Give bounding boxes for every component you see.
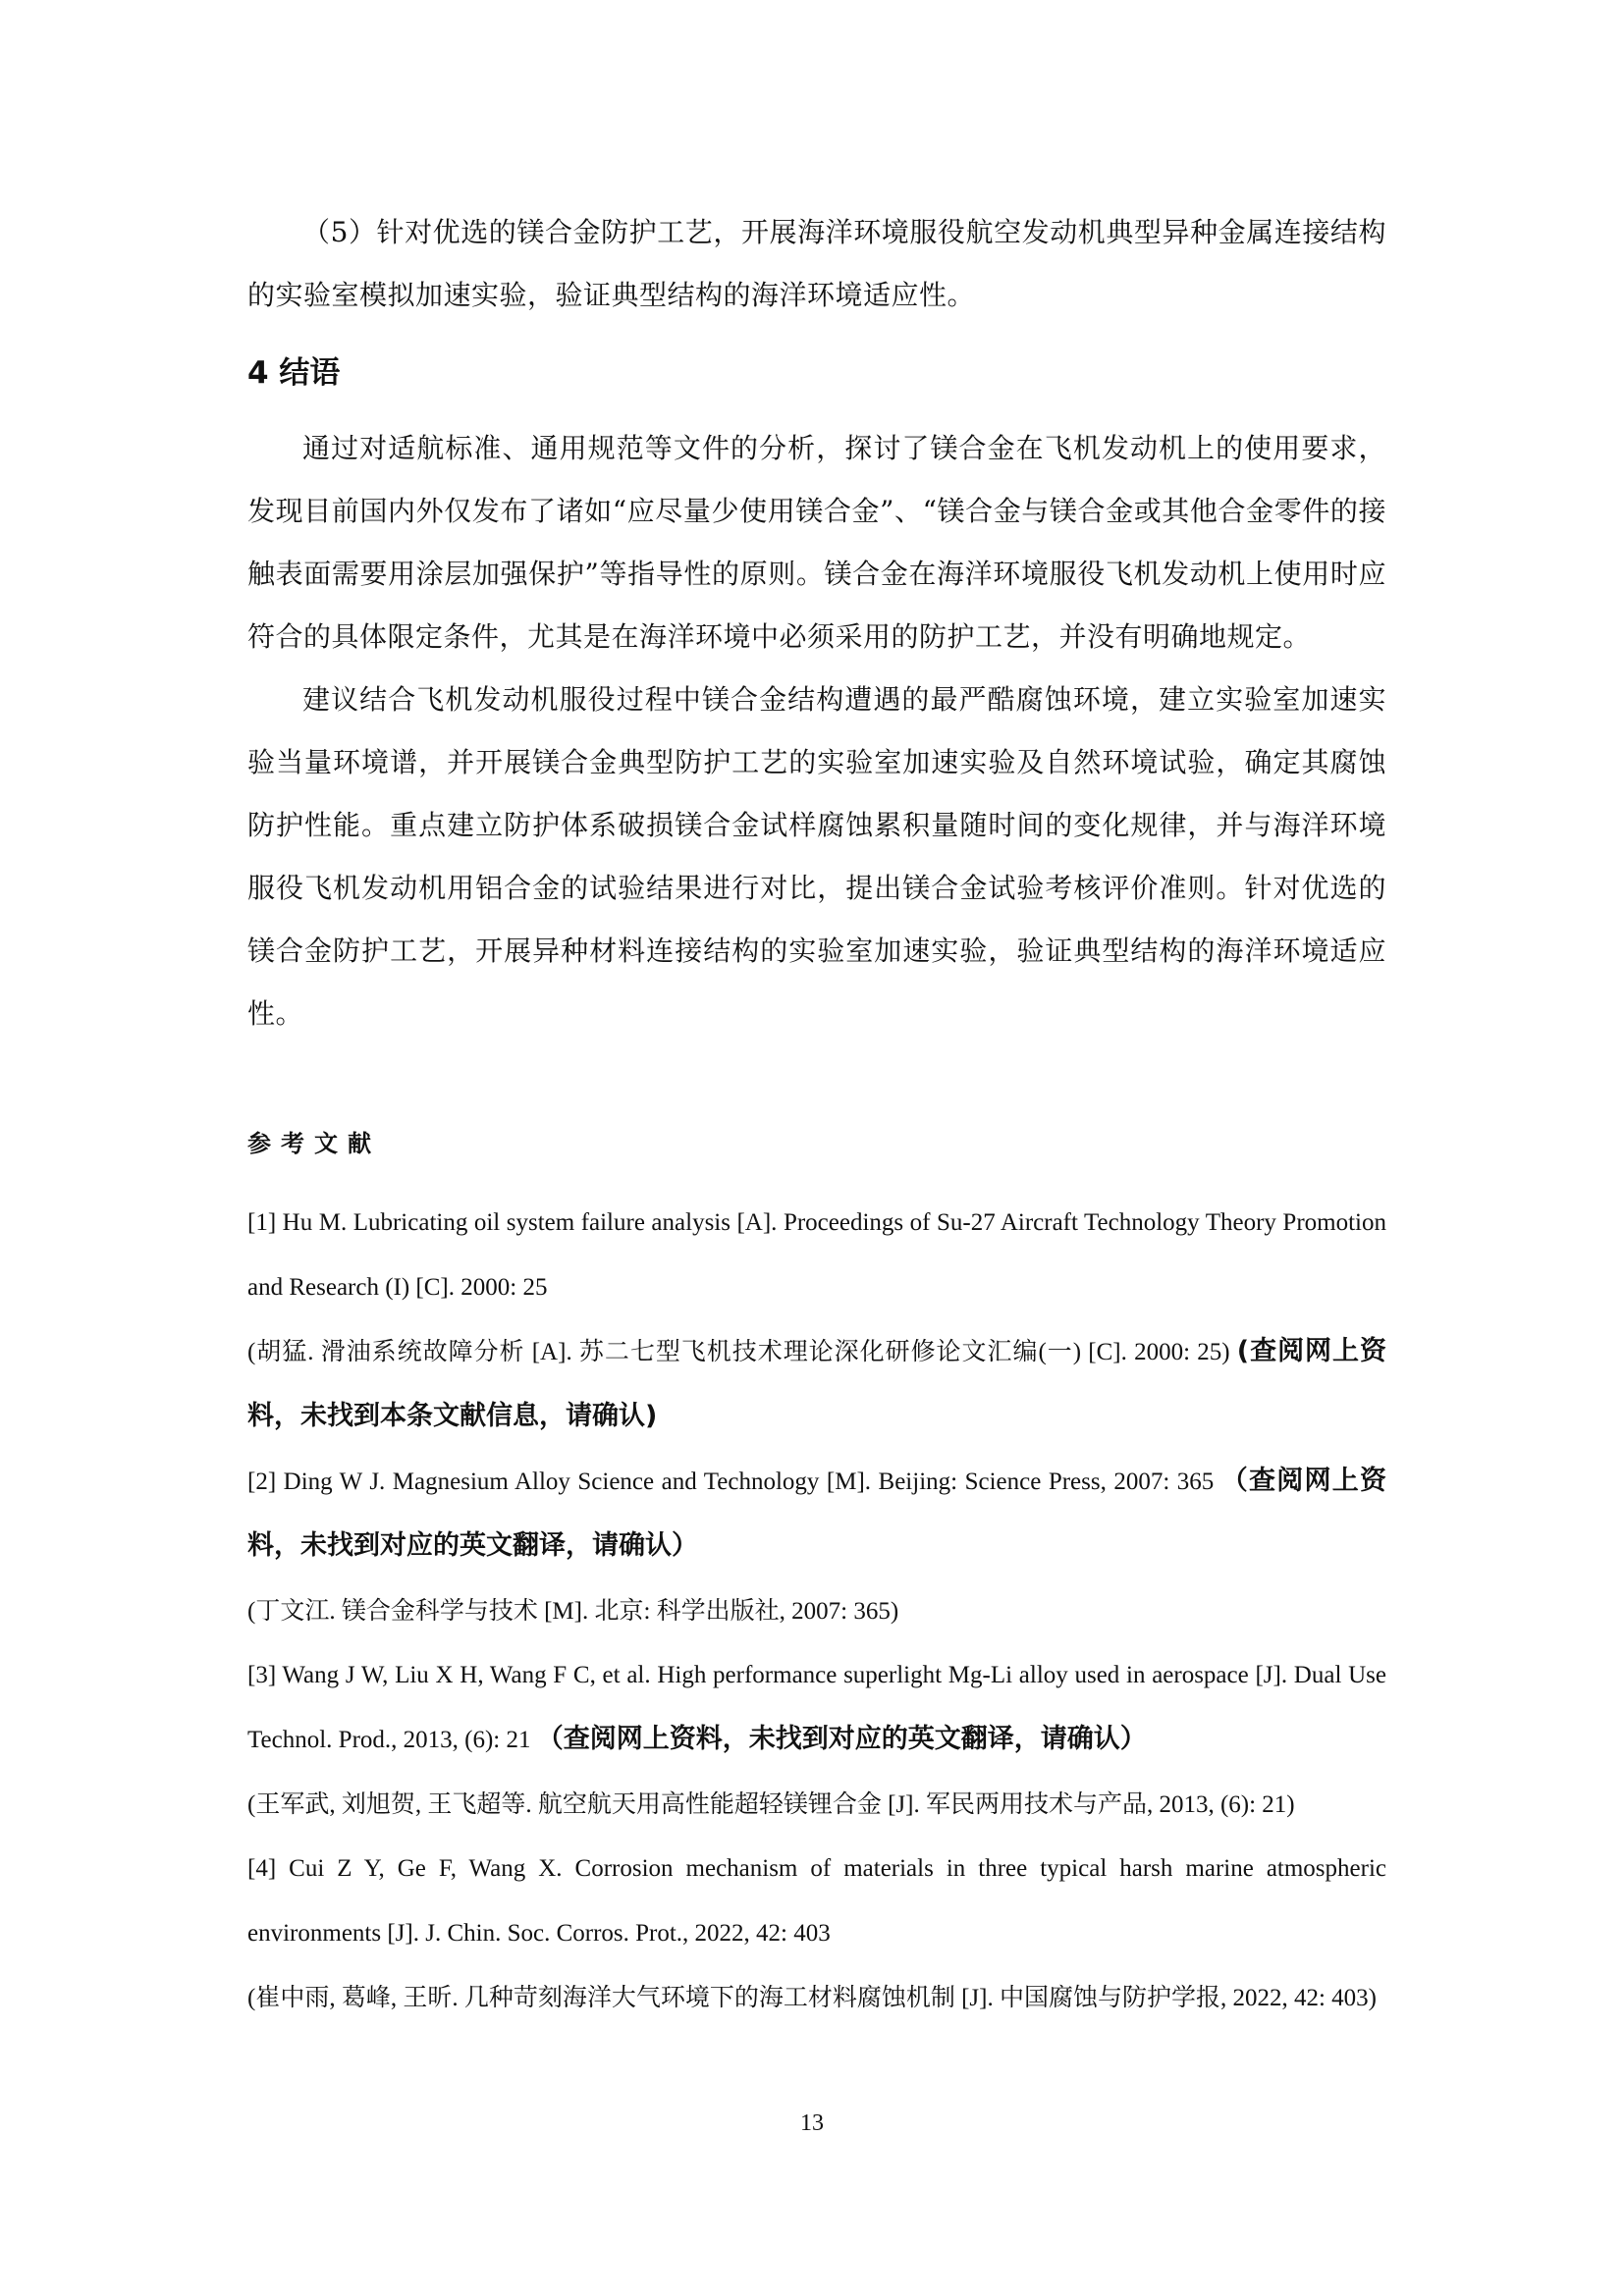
body-paragraph-2: 通过对适航标准、通用规范等文件的分析，探讨了镁合金在飞机发动机上的使用要求，发现目前国内外仅发布了诸如“应尽量少使用镁合金”、“镁合金与镁合金或其他合金零件的接触表面需要用涂层加强保护”等指导性的原则。镁合金在海洋环境服役飞机发动机上使用时应符合的具体限定条件，尤其是在海洋环境中必须采用的防护工艺，并没有明确地规定。	[247, 432, 1386, 653]
reference-text: (胡猛. 滑油系统故障分析 [A]. 苏二七型飞机技术理论深化研修论文汇编(一) [C]. 2000: 25)	[247, 1339, 1237, 1365]
reference-text: (崔中雨, 葛峰, 王昕. 几种苛刻海洋大气环境下的海工材料腐蚀机制 [J]. 中国腐蚀与防护学报, 2022, 42: 403)	[247, 1985, 1377, 2011]
reference-item	[247, 1643, 1386, 1772]
page-number: 13	[800, 2110, 824, 2136]
section-heading-conclusion: 4 结语	[247, 355, 341, 391]
reference-text: [3] Wang J W, Liu X H, Wang F C, et al. High performance superlight Mg-Li alloy used in aerospace [J]. Dual Use Technol. Prod., 2013, (6): 21	[247, 1662, 1386, 1753]
reference-item	[247, 1965, 1386, 2030]
reference-item	[247, 1191, 1386, 1319]
reference-text: [2] Ding W J. Magnesium Alloy Science and Technology [M]. Beijing: Science Press, 2007: 365	[247, 1468, 1221, 1495]
reference-item	[247, 1449, 1386, 1578]
reference-item	[247, 1319, 1386, 1449]
reference-text: (丁文江. 镁合金科学与技术 [M]. 北京: 科学出版社, 2007: 365)	[247, 1598, 899, 1625]
reference-text: [1] Hu M. Lubricating oil system failure analysis [A]. Proceedings of Su-27 Aircraft Technology Theory Promotion and Research (I) [C]. 2000: 25	[247, 1209, 1386, 1301]
reference-item	[247, 1837, 1386, 1965]
body-paragraph-3: 建议结合飞机发动机服役过程中镁合金结构遭遇的最严酷腐蚀环境，建立实验室加速实验当量环境谱，并开展镁合金典型防护工艺的实验室加速实验及自然环境试验，确定其腐蚀防护性能。重点建立防护体系破损镁合金试样腐蚀累积量随时间的变化规律，并与海洋环境服役飞机发动机用铝合金的试验结果进行对比，提出镁合金试验考核评价准则。针对优选的镁合金防护工艺，开展异种材料连接结构的实验室加速实验，验证典型结构的海洋环境适应性。	[247, 683, 1386, 1030]
reference-list	[247, 1191, 1386, 2030]
body-paragraph-1: （5）针对优选的镁合金防护工艺，开展海洋环境服役航空发动机典型异种金属连接结构的实验室模拟加速实验，验证典型结构的海洋环境适应性。	[247, 216, 1386, 311]
reference-note: （查阅网上资料，未找到对应的英文翻译，请确认）	[247, 1466, 1386, 1561]
references-heading: 参考文献	[247, 1130, 381, 1157]
reference-item	[247, 1578, 1386, 1643]
reference-text: [4] Cui Z Y, Ge F, Wang X. Corrosion mechanism of materials in three typical harsh marine atmospheric environments [J]. J. Chin. Soc. Corros. Prot., 2022, 42: 403	[247, 1855, 1386, 1947]
reference-note: （查阅网上资料，未找到对应的英文翻译，请确认）	[536, 1724, 1147, 1754]
reference-text: (王军武, 刘旭贺, 王飞超等. 航空航天用高性能超轻镁锂合金 [J]. 军民两用技术与产品, 2013, (6): 21)	[247, 1791, 1295, 1818]
page-content	[247, 201, 1386, 2030]
reference-note: (查阅网上资料，未找到本条文献信息，请确认)	[247, 1336, 1387, 1431]
reference-item	[247, 1772, 1386, 1837]
